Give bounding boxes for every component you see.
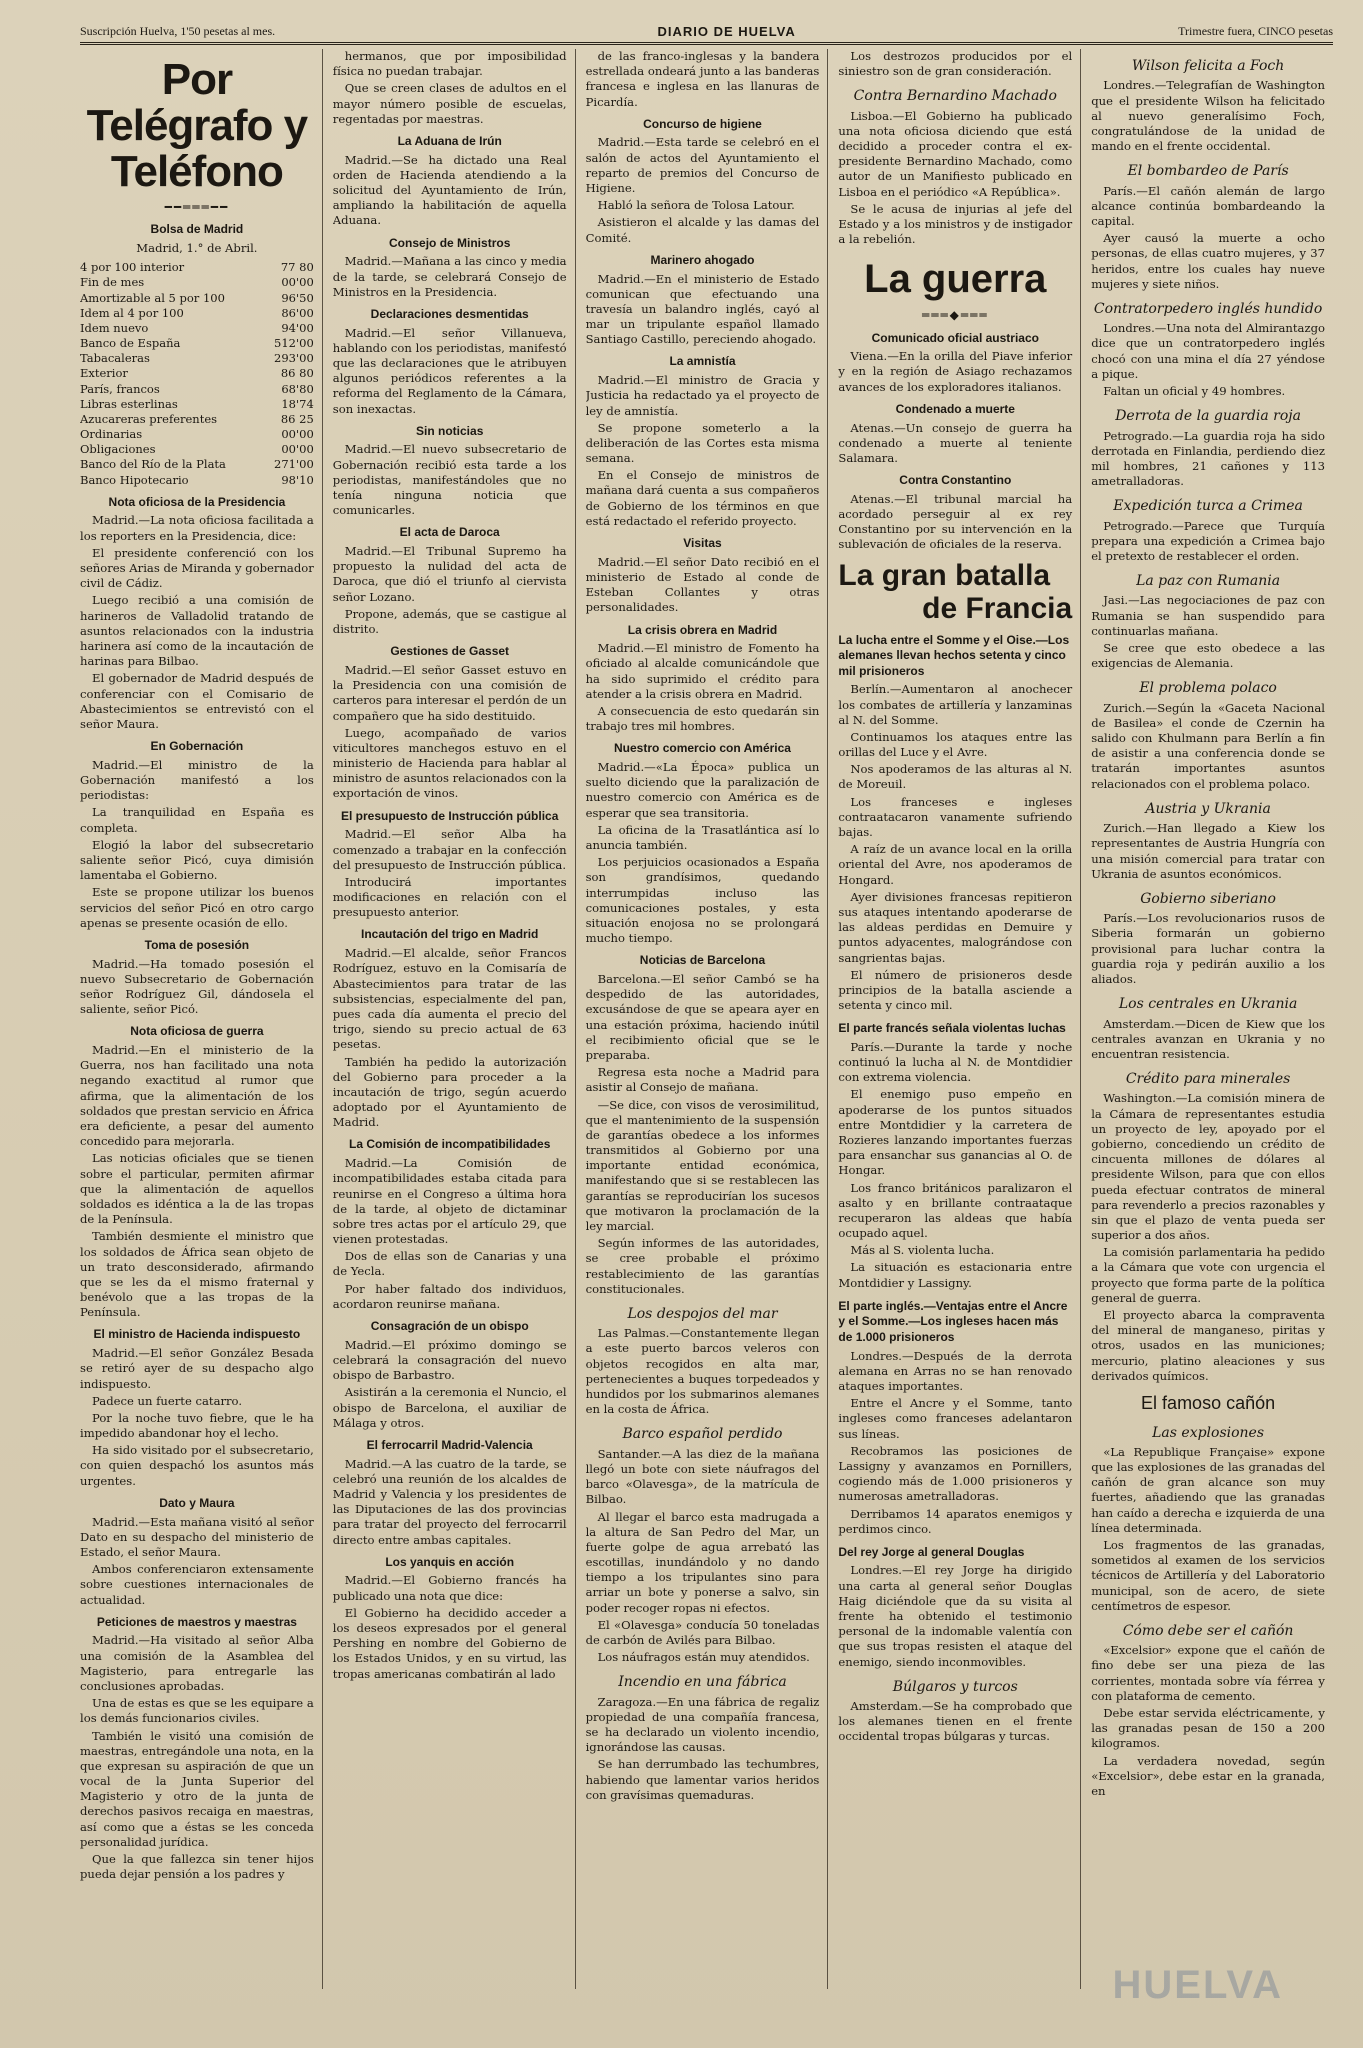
article-heading: El presupuesto de Instrucción pública <box>341 808 559 823</box>
article-paragraph: El presidente conferenció con los señores Arias de Miranda y gobernador civil de Cádiz. <box>80 545 314 591</box>
article-paragraph: Londres.—Telegrafían de Washington que el presidente Wilson ha felicitado al nuevo generalísimo Foch, congratulándose de la unidad de mando en el frente occidental. <box>1091 78 1325 154</box>
article-paragraph: Los franceses e ingleses contraatacaron vanamente sufriendo bajas. <box>838 794 1073 839</box>
article-paragraph: París.—Durante la tarde y noche continuó la lucha al N. de Montdidier con extrema violencia. <box>838 1039 1073 1085</box>
article-paragraph: Ayer divisiones francesas repitieron sus ataques intentando apoderarse de las aldeas perdidas en Demuire y puntos adyacentes, malográndose con sangrientas bajas. <box>838 889 1073 965</box>
article-paragraph: El Gobierno ha decidido acceder a los deseos expresados por el general Pershing en nombre del Gobierno de los Estados Unidos, y en su virtud, las tropas americanas combatirán al lado <box>332 1605 567 1681</box>
article-paragraph: Madrid.—El nuevo subsecretario de Gobernación recibió esta tarde a los periodistas, manifestándoles que no tenía ninguna noticia que comunicarles. <box>332 442 567 518</box>
article-paragraph: Debe estar servida eléctricamente, y las granadas pesan de 150 a 200 kilogramos. <box>1091 1706 1325 1751</box>
gran-title-line-1: La gran batalla <box>838 558 1051 592</box>
article-paragraph: Madrid.—El señor Villanueva, hablando con los periodistas, manifestó que las declaraciones que le atribuyen algunos periódicos referentes a la reforma del Reglamento de la Cámara, son inexactas. <box>332 325 567 416</box>
article-heading: La Aduana de Irún <box>397 133 502 148</box>
continued-text: Los destrozos producidos por el siniestro son de gran consideración. <box>838 49 1073 79</box>
article-heading: Crédito para minerales <box>1125 1071 1291 1088</box>
article-paragraph: Derribamos 14 aparatos enemigos y perdimos cinco. <box>838 1506 1073 1536</box>
article-heading: Contra Constantino <box>899 473 1012 488</box>
column-5-articles <box>1091 57 1325 1384</box>
article-heading: Gobierno siberiano <box>1140 890 1276 907</box>
article-paragraph: La oficina de la Trasatlántica así lo anuncia también. <box>585 822 820 852</box>
article-heading: Consagración de un obispo <box>370 1319 529 1334</box>
article-paragraph: París.—El cañón alemán de largo alcance continúa bombardeando la capital. <box>1091 183 1325 228</box>
article-paragraph: A consecuencia de esto quedarán sin trabajo tres mil hombres. <box>585 703 820 734</box>
article-paragraph: Madrid.—A las cuatro de la tarde, se celebró una reunión de los alcaldes de Madrid y Valencia y los presidentes de las Diputaciones de las dos provincias para tratar del proyecto del ferrocarril directo entre ambas capitales. <box>332 1456 567 1547</box>
article-paragraph: Santander.—A las diez de la mañana llegó un bote con siete náufragos del barco «Olavesga», de la matrícula de Bilbao. <box>585 1446 820 1507</box>
article-heading: Nota oficiosa de la Presidencia <box>108 494 286 509</box>
article-paragraph: Madrid.—La nota oficiosa facilitada a los reporters en la Presidencia, dice: <box>80 513 314 543</box>
quarterly-note: Trimestre fuera, CINCO pesetas <box>1178 24 1333 38</box>
article-paragraph: Introducirá importantes modificaciones en relación con el presupuesto anterior. <box>332 874 567 920</box>
article-heading: Wilson felicita a Foch <box>1131 58 1285 74</box>
stock-value: 512'00 <box>274 336 314 351</box>
article-heading: Contratorpedero inglés hundido <box>1093 300 1323 317</box>
article-paragraph: El «Olavesga» conducía 50 toneladas de carbón de Avilés para Bilbao. <box>585 1617 820 1647</box>
stock-row <box>80 291 314 306</box>
article-paragraph: Luego recibió a una comisión de harineros de Valladolid tratando de asuntos relacionados con la industria harinera así como de la incautación de harinas para Bilbao. <box>80 593 314 669</box>
article-heading: Dato y Maura <box>159 1495 235 1510</box>
article-paragraph: Madrid.—El señor Gasset estuvo en la Presidencia con una comisión de carteros para interesar el perdón de un compañero que ha sido destituido. <box>332 662 567 723</box>
article-paragraph: Madrid.—Mañana a las cinco y media de la tarde, se celebrará Consejo de Ministros en la Presidencia. <box>332 254 567 299</box>
article-heading: La amnistía <box>669 354 736 369</box>
column-3-articles <box>586 117 820 1803</box>
article-paragraph: Madrid.—Ha visitado al señor Alba una comisión de la Asamblea del Magisterio, para entregarle las conclusiones aprobadas. <box>80 1633 314 1693</box>
article-paragraph: Nos apoderamos de las alturas al N. de Moreuil. <box>838 762 1073 792</box>
article-heading: Nuestro comercio con América <box>614 741 791 756</box>
article-heading: Nota oficiosa de guerra <box>130 1024 264 1039</box>
article-paragraph: Madrid.—El Tribunal Supremo ha propuesto la nulidad del acta de Daroca, que dió el triunfo al ciervista señor Lozano. <box>332 544 567 604</box>
stock-value: 293'00 <box>274 351 314 366</box>
article-heading: La lucha entre el Somme y el Oise.—Los alemanes llevan hechos setenta y cinco mil prisioneros <box>838 632 1070 678</box>
stock-table <box>80 260 314 488</box>
article-heading: Peticiones de maestros y maestras <box>96 1614 297 1629</box>
article-paragraph: Ha sido visitado por el subsecretario, con quien despachó los asuntos más urgentes. <box>80 1443 314 1488</box>
article-heading: Expedición turca a Crimea <box>1113 498 1303 515</box>
article-heading: Cómo debe ser el cañón <box>1122 1622 1294 1639</box>
article-heading: Incautación del trigo en Madrid <box>361 927 539 942</box>
article-heading: Sin noticias <box>416 423 484 438</box>
stock-value: 00'00 <box>281 442 314 457</box>
article-heading: En Gobernación <box>150 739 244 754</box>
article-paragraph: Zurich.—Han llegado a Kiew los representantes de Austria Hungría con una misión comercial para tratar con Ukrania de asuntos económicos. <box>1091 821 1325 881</box>
canon-title: El famoso cañón <box>1141 1392 1276 1413</box>
article-paragraph: Madrid.—El alcalde, señor Francos Rodríguez, estuvo en la Comisaría de Abastecimientos para tratar de las subsistencias, especialmente del pan, pues cada día aumenta el precio del trigo, siendo su precio actual de 63 pesetas. <box>332 946 567 1052</box>
stock-name: Azucareras preferentes <box>80 411 218 426</box>
stock-value: 00'00 <box>281 427 314 442</box>
stock-value: 96'50 <box>281 290 314 305</box>
stock-value: 98'10 <box>281 472 314 487</box>
stock-row <box>80 260 314 275</box>
article-paragraph: Madrid.—El Gobierno francés ha publicado una nota que dice: <box>332 1573 567 1603</box>
ornament: ═══◆═══ <box>922 307 989 322</box>
article-heading: El ministro de Hacienda indispuesto <box>93 1327 301 1342</box>
article-paragraph: Elogió la labor del subsecretario saliente señor Picó, cuya dimisión lamentaba el Gobierno. <box>80 837 314 883</box>
article-paragraph: Madrid.—La Comisión de incompatibilidades estaba citada para reunirse en el Congreso a última hora de la tarde, al objeto de dictaminar sobre tres actas por el artículo 29, que vienen protestadas. <box>332 1156 567 1247</box>
article-paragraph: Habló la señora de Tolosa Latour. <box>597 198 795 213</box>
stock-name: Fin de mes <box>80 275 145 290</box>
bolsa-date: Madrid, 1.° de Abril. <box>136 241 258 255</box>
article-heading: Las explosiones <box>1152 1424 1265 1441</box>
article-paragraph: Se han derrumbado las techumbres, habiendo que lamentar varios heridos con gravísimas quemaduras. <box>585 1757 820 1802</box>
article-paragraph: Por haber faltado dos individuos, acordaron reunirse mañana. <box>332 1281 567 1311</box>
article-heading: Consejo de Ministros <box>389 235 511 250</box>
article-heading: Los centrales en Ukrania <box>1118 996 1298 1013</box>
archive-watermark: HUELVA <box>1112 1963 1283 2007</box>
stock-value: 271'00 <box>274 457 314 472</box>
stock-name: Obligaciones <box>80 442 156 457</box>
article-paragraph: Berlín.—Aumentaron al anochecer los combates de artillería y lanzaminas al N. del Somme. <box>838 682 1073 727</box>
article-paragraph: A raíz de un avance local en la orilla oriental del Avre, nos apoderamos de Hongard. <box>838 842 1073 887</box>
article-heading: El parte inglés.—Ventajas entre el Ancre y el Somme.—Los ingleses hacen más de 1.000 prisioneros <box>838 1298 1068 1345</box>
column-4 <box>838 49 1081 1989</box>
column-1 <box>80 49 323 1989</box>
stock-row <box>80 457 314 472</box>
article-heading: Noticias de Barcelona <box>639 953 766 968</box>
article-paragraph: Los fragmentos de las granadas, sometidos al examen de los servicios técnicos de Artillería y del Laboratorio municipal, son de acero, de siete centímetros de espesor. <box>1091 1538 1325 1613</box>
stock-row <box>80 442 314 457</box>
article-heading: La paz con Rumania <box>1136 573 1281 590</box>
article-paragraph: Madrid.—El próximo domingo se celebrará la consagración del nuevo obispo de Barbastro. <box>332 1337 567 1383</box>
article-heading: La Comisión de incompatibilidades <box>349 1137 551 1152</box>
stock-name: París, francos <box>80 381 160 396</box>
article-paragraph: Londres.—El rey Jorge ha dirigido una carta al general señor Douglas Haig diciéndole que da su visita al frente ha obtenido el testimonio personal de la indomable valentía con que sus tropas resisten el ataque del enemigo, siendo inconmovibles. <box>838 1563 1073 1669</box>
article-paragraph: Recobramos las posiciones de Lassigny y avanzamos en Pornillers, cogiendo más de 1.000 prisioneros y numerosas ametralladoras. <box>838 1443 1073 1504</box>
continued-text: hermanos, que por imposibilidad física no puedan trabajar. <box>332 49 567 79</box>
stock-row <box>80 275 314 290</box>
article-heading: Los despojos del mar <box>627 1305 778 1322</box>
article-paragraph: Este se propone utilizar los buenos servicios del señor Picó en otro cargo apenas se presente ocasión de ello. <box>80 885 314 930</box>
article-paragraph: Continuamos los ataques entre las orillas del Luce y el Avre. <box>838 729 1073 760</box>
stock-row <box>80 351 314 366</box>
continued-text: de las franco-inglesas y la bandera estrellada ondeará junto a las banderas francesa e inglesa en las llanuras de Picardía. <box>585 49 820 109</box>
stock-row <box>80 427 314 442</box>
article-paragraph: Madrid.—El ministro de la Gobernación manifestó a los periodistas: <box>80 757 314 803</box>
article-heading: Gestiones de Gasset <box>390 644 510 659</box>
article-paragraph: Entre el Ancre y el Somme, tanto ingleses como franceses adelantaron sus líneas. <box>838 1396 1073 1441</box>
stock-value: 86'00 <box>281 305 314 320</box>
article-paragraph: Ambos conferenciaron extensamente sobre cuestiones internacionales de actualidad. <box>80 1562 314 1607</box>
article-paragraph: Por la noche tuvo fiebre, que le ha impedido abandonar hoy el lecho. <box>80 1410 314 1441</box>
article-paragraph: Los náufragos están muy atendidos. <box>597 1650 810 1665</box>
article-paragraph: Que la que fallezca sin tener hijos pueda dejar pensión a los padres y <box>80 1852 314 1882</box>
article-heading: Comunicado oficial austriaco <box>871 330 1039 345</box>
stock-name: Amortizable al 5 por 100 <box>80 290 225 305</box>
article-paragraph: Petrogrado.—Parece que Turquía prepara una expedición a Crimea bajo el pretexto de restablecer el orden. <box>1091 518 1325 563</box>
article-paragraph: Londres.—Una nota del Almirantazgo dice que un contratorpedero inglés chocó con una mina el día 27 yéndose a pique. <box>1091 321 1325 381</box>
section-title-telegrafo: Por Telégrafo y Teléfono <box>86 55 308 197</box>
article-paragraph: Los franco británicos paralizaron el asalto y en brillante contraataque recuperaron las aldeas que había ocupado aquel. <box>838 1180 1073 1241</box>
article-paragraph: Asistieron el alcalde y las damas del Comité. <box>585 215 820 245</box>
article-paragraph: Barcelona.—El señor Cambó se ha despedido de las autoridades, excusándose de que se apeara ayer en una estación próxima, haciendo inútil el recibimiento oficial que se le preparaba. <box>585 972 820 1062</box>
article-paragraph: Petrogrado.—La guardia roja ha sido derrotada en Finlandia, perdiendo diez mil hombres, 21 cañones y 113 ametralladoras. <box>1091 428 1325 489</box>
column-5 <box>1091 49 1333 1989</box>
stock-row <box>80 473 314 488</box>
stock-name: Banco del Río de la Plata <box>80 457 226 472</box>
masthead <box>80 24 1333 45</box>
stock-row <box>80 382 314 397</box>
stock-row <box>80 412 314 427</box>
article-paragraph: La verdadera novedad, según «Excelsior», debe estar en la granada, en <box>1091 1753 1325 1798</box>
article-paragraph: Madrid.—En el ministerio de la Guerra, nos han facilitado una nota negando exactitud al rumor que afirma, que la alimentación de los soldados que prestan servicio en África era deficiente, a pesar del aumento concedido para mejorarla. <box>80 1043 314 1149</box>
bolsa-heading: Bolsa de Madrid <box>150 222 244 237</box>
column-4-articles <box>838 331 1072 553</box>
article-paragraph: Las noticias oficiales que se tienen sobre el particular, permiten afirmar que la alimentación de aquellos soldados es idéntica a la de las tropas de la Península. <box>80 1151 314 1227</box>
gran-title-line-2: de Francia <box>922 591 1073 625</box>
article-heading: El ferrocarril Madrid-Valencia <box>366 1437 533 1452</box>
ornament: ━━═══━━ <box>164 199 230 214</box>
stock-name: Banco Hipotecario <box>80 472 189 487</box>
article-paragraph: Se cree que esto obedece a las exigencias de Alemania. <box>1091 641 1325 671</box>
stock-value: 68'80 <box>281 381 314 396</box>
article-heading: Condenado a muerte <box>895 401 1015 416</box>
subscription-note: Suscripción Huelva, 1'50 pesetas al mes. <box>80 24 276 38</box>
article-paragraph: París.—Los revolucionarios rusos de Siberia formarán un gobierno provisional para luchar contra la guardia roja y pedirán auxilio a los aliados. <box>1091 911 1325 987</box>
article-paragraph: «Excelsior» expone que el cañón de fino debe ser una pieza de las corrientes, montada sobre vía férrea y con plataforma de cemento. <box>1091 1643 1325 1703</box>
column-3 <box>586 49 829 1989</box>
stock-name: Idem al 4 por 100 <box>80 305 184 320</box>
article-paragraph: Amsterdam.—Dicen de Kiew que los centrales avanzan en Ukrania y no encuentran resistencia. <box>1091 1016 1325 1061</box>
article-paragraph: Madrid.—El ministro de Fomento ha oficiado al alcalde comunicándole que ha sido suprimido el crédito para atender a la crisis obrera en Madrid. <box>585 641 820 701</box>
article-paragraph: Madrid.—Ha tomado posesión el nuevo Subsecretario de Gobernación señor Rodríguez Gil, dándosela el saliente, señor Picó. <box>80 956 314 1017</box>
article-paragraph: Madrid.—El señor Alba ha comenzado a trabajar en la confección del presupuesto de Instrucción pública. <box>332 827 567 872</box>
article-heading: Visitas <box>683 536 722 551</box>
newspaper-name: DIARIO DE HUELVA <box>657 24 796 39</box>
battle-articles <box>838 633 1072 1745</box>
article-paragraph: El número de prisioneros desde principios de la batalla asciende a setenta y cinco mil. <box>838 967 1073 1013</box>
article-paragraph: Propone, además, que se castigue al distrito. <box>332 606 567 637</box>
stock-name: Ordinarias <box>80 427 143 442</box>
stock-row <box>80 366 314 381</box>
article-paragraph: Al llegar el barco esta madrugada a la altura de San Pedro del Mar, un fuerte golpe de agua arrebató las escotillas, inundándolo y no dando tiempo a los tripulantes sino para arriar un bote y ponerse a salvo, sin poder recoger ropas ni efectos. <box>585 1509 820 1615</box>
article-paragraph: Faltan un oficial y 49 hombres. <box>1103 383 1286 398</box>
article-heading: La crisis obrera en Madrid <box>627 622 778 637</box>
column-2 <box>333 49 576 1989</box>
article-paragraph: Madrid.—El señor González Besada se retiró ayer de su despacho algo indispuesto. <box>80 1346 314 1391</box>
article-paragraph: Atenas.—Un consejo de guerra ha condenado a muerte al teniente Salamara. <box>838 420 1073 465</box>
article-heading: Concurso de higiene <box>643 116 762 131</box>
stock-value: 94'00 <box>281 320 314 335</box>
canon-articles <box>1091 1424 1325 1800</box>
article-heading: Los yanquis en acción <box>385 1554 515 1569</box>
article-paragraph: Madrid.—Esta mañana visitó al señor Dato en su despacho del ministerio de Estado, el señor Maura. <box>80 1514 314 1559</box>
article-heading: El problema polaco <box>1139 680 1277 697</box>
article-paragraph: Se propone someterlo a la deliberación de las Cortes esta misma semana. <box>585 420 820 466</box>
article-heading: Barco español perdido <box>622 1426 783 1443</box>
stock-row <box>80 336 314 351</box>
stock-row <box>80 321 314 336</box>
article-paragraph: Madrid.—El señor Dato recibió en el ministerio de Estado al conde de Esteban Collantes y otras personalidades. <box>585 554 820 615</box>
article-paragraph: El enemigo puso empeño en apoderarse de los puntos situados entre Montdidier y la carretera de Rozieres lanzando importantes fuerzas para ensanchar sus ganancias al O. de Hongar. <box>838 1087 1073 1178</box>
article-paragraph: En el Consejo de ministros de mañana dará cuenta a sus compañeros de Gobierno de los términos en que está redactado el referido proyecto. <box>585 468 820 528</box>
stock-row <box>80 397 314 412</box>
article-paragraph: El proyecto abarca la compraventa del mineral de manganeso, piritas y otros, usados en las municiones; mercurio, platino aleaciones y sus derivados químicos. <box>1091 1308 1325 1383</box>
article-heading: Incendio en una fábrica <box>618 1674 787 1691</box>
article-heading: El bombardeo de París <box>1127 163 1289 180</box>
article-paragraph: La situación es estacionaria entre Montdidier y Lassigny. <box>838 1260 1073 1290</box>
article-heading: Contra Bernardino Machado <box>853 88 1057 105</box>
section-title-gran-batalla <box>838 559 1072 625</box>
article-paragraph: Dos de ellas son de Canarias y una de Yecla. <box>332 1249 567 1279</box>
column-2-articles <box>333 134 567 1682</box>
stock-value: 18'74 <box>281 396 314 411</box>
stock-name: Idem nuevo <box>80 320 149 335</box>
article-paragraph: Madrid.—Esta tarde se celebró en el salón de actos del Ayuntamiento el reparto de premios del Concurso de Higiene. <box>585 135 820 196</box>
article-paragraph: Lisboa.—El Gobierno ha publicado una nota oficiosa diciendo que está decidido a proceder contra el ex-presidente Bernardino Machado, como autor de un Manifiesto publicado en Lisboa en el periódico «A República». <box>838 108 1073 199</box>
article-paragraph: Una de estas es que se les equipare a los demás funcionarios civiles. <box>80 1696 314 1726</box>
article-paragraph: —Se dice, con visos de verosimilitud, que el mantenimiento de la suspensión de garantías obedece a los informes transmitidos al Gobierno por una importante entidad económica, manifestando que si se restablecen las garantías se reproducirían los sucesos que motivaron la proclamación de la ley marcial. <box>585 1097 820 1234</box>
article-paragraph: También desmiente el ministro que los soldados de África sean objeto de un trato desconsiderado, afirmando que se les da el mismo fraternal y benévolo que a las tropas de la Península. <box>80 1229 314 1320</box>
article-paragraph: Madrid.—Se ha dictado una Real orden de Hacienda atendiendo a la solicitud del Ayuntamiento de Irún, ampliando la habilitación de aquella Aduana. <box>332 152 567 228</box>
article-paragraph: Los perjuicios ocasionados a España son grandísimos, quedando interrumpidas incluso las comunicaciones postales, y esta situación enojosa no se prolongará mucho tiempo. <box>585 855 820 946</box>
article-heading: El acta de Daroca <box>399 525 500 540</box>
article-paragraph: Se le acusa de injurias al jefe del Estado y a los ministros y de instigador a la rebelión. <box>838 201 1073 247</box>
article-paragraph: Zurich.—Según la «Gaceta Nacional de Basilea» el conde de Czernin ha salido con Khulmann para Berlín a fin de asistir a una conferencia donde se tratarán importantes asuntos relacionados con el problema polaco. <box>1091 700 1325 791</box>
article-paragraph: También ha pedido la autorización del Gobierno para proceder a la incautación de trigo, según acuerdo adoptado por el Ayuntamiento de Madrid. <box>332 1054 567 1130</box>
stock-value: 86 80 <box>280 366 314 381</box>
article-paragraph: Ayer causó la muerte a ocho personas, de ellas cuatro mujeres, y 37 heridos, entre los cuales hay nueve mujeres y siete niños. <box>1091 231 1325 291</box>
article-paragraph: Luego, acompañado de varios viticultores manchegos estuvo en el ministerio de Hacienda para hablar al ministro de asuntos relacionados con la exportación de vinos. <box>332 725 567 801</box>
stock-value: 86 25 <box>280 411 314 426</box>
article-heading: Austria y Ukrania <box>1145 800 1271 817</box>
stock-row <box>80 306 314 321</box>
article-paragraph: Las Palmas.—Constantemente llegan a este puerto barcos veleros con objetos recogidos en alta mar, pertenecientes a buques torpedeados y hundidos por los submarinos alemanes en la costa de África. <box>585 1326 820 1417</box>
article-body <box>838 109 1072 248</box>
article-paragraph: Jasi.—Las negociaciones de paz con Rumania se han suspendido para continuarlas mañana. <box>1091 593 1325 638</box>
stock-name: 4 por 100 interior <box>80 260 185 275</box>
article-paragraph: Madrid.—«La Época» publica un suelto diciendo que la paralización de nuestro comercio con América es de esperar que sea transitoria. <box>585 760 820 820</box>
article-paragraph: La tranquilidad en España es completa. <box>80 805 314 835</box>
stock-name: Banco de España <box>80 336 181 351</box>
article-paragraph: Según informes de las autoridades, se cree probable el próximo restablecimiento de las garantías constitucionales. <box>585 1236 820 1296</box>
article-heading: Búlgaros y turcos <box>892 1678 1018 1695</box>
article-heading: Derrota de la guardia roja <box>1115 408 1301 425</box>
article-paragraph: Regresa esta noche a Madrid para asistir al Consejo de mañana. <box>585 1065 820 1095</box>
column-1-articles <box>80 495 314 1883</box>
stock-value: 00'00 <box>281 275 314 290</box>
article-paragraph: El gobernador de Madrid después de conferenciar con el Comisario de Abastecimientos se entrevistó con el señor Maura. <box>80 671 314 731</box>
continued-text: Que se creen clases de adultos en el mayor número posible de escuelas, regentadas por maestras. <box>332 81 567 126</box>
stock-name: Exterior <box>80 366 128 381</box>
article-heading: Del rey Jorge al general Douglas <box>838 1544 1025 1559</box>
article-paragraph: Washington.—La comisión minera de la Cámara de representantes estudia un proyecto de ley, apoyado por el gobierno, concediendo un crédito de cincuenta millones de dólares al presidente Wilson, para que con ellos pueda efectuar contratos de mineral para revenderlo a precios razonables y sin que el plazo de venta pueda ser superior a dos años. <box>1091 1091 1325 1243</box>
article-paragraph: Asistirán a la ceremonia el Nuncio, el obispo de Barcelona, el auxiliar de Málaga y otros. <box>332 1385 567 1430</box>
article-paragraph: Padece un fuerte catarro. <box>92 1393 243 1408</box>
article-paragraph: Atenas.—El tribunal marcial ha acordado perseguir al ex rey Constantino por su intervención en la sublevación de oficiales de la reserva. <box>838 491 1073 552</box>
article-paragraph: También le visitó una comisión de maestras, entregándole una nota, en la que expresan su aspiración de que un vocal de la Junta Superior del Magisterio y otro de la junta de derechos pasivos recaiga en maestras, así como que a éstas se les conceda personalidad jurídica. <box>80 1728 314 1849</box>
article-paragraph: Amsterdam.—Se ha comprobado que los alemanes tienen en el frente occidental tropas búlgaras y turcas. <box>838 1699 1073 1744</box>
article-paragraph: Más al S. violenta lucha. <box>850 1243 995 1258</box>
article-heading: Declaraciones desmentidas <box>370 306 529 321</box>
article-paragraph: «La Republique Française» expone que las explosiones de las granadas del cañón de gran alcance son muy fuertes, añadiendo que las granadas han caído a derecha e izquierda de una línea determinada. <box>1091 1444 1325 1535</box>
article-paragraph: Londres.—Después de la derrota alemana en Arras no se han renovado ataques importantes. <box>838 1348 1073 1393</box>
article-heading: Toma de posesión <box>144 937 250 952</box>
section-title-guerra: La guerra <box>864 257 1047 302</box>
stock-name: Libras esterlinas <box>80 396 178 411</box>
article-paragraph: Zaragoza.—En una fábrica de regaliz propiedad de una compañía francesa, se ha declarado un violento incendio, ignorándose las causas. <box>585 1694 820 1755</box>
article-paragraph: Madrid.—En el ministerio de Estado comunican que efectuando una travesía un balandro inglés, cayó al mar un tripulante español llamado Santiago Castillo, pereciendo ahogado. <box>585 271 820 347</box>
article-paragraph: La comisión parlamentaria ha pedido a la Cámara que vote con urgencia el proyecto que forma parte de la política general de guerra. <box>1091 1245 1325 1305</box>
article-heading: El parte francés señala violentas luchas <box>838 1021 1066 1036</box>
article-paragraph: Madrid.—El ministro de Gracia y Justicia ha redactado ya el proyecto de ley de amnistía. <box>585 373 820 418</box>
stock-name: Tabacaleras <box>80 351 150 366</box>
article-paragraph: Viena.—En la orilla del Piave inferior y en la región de Asiago rechazamos avances de los exploradores italianos. <box>838 349 1073 394</box>
stock-value: 77 80 <box>280 260 314 275</box>
article-heading: Marinero ahogado <box>650 252 755 267</box>
